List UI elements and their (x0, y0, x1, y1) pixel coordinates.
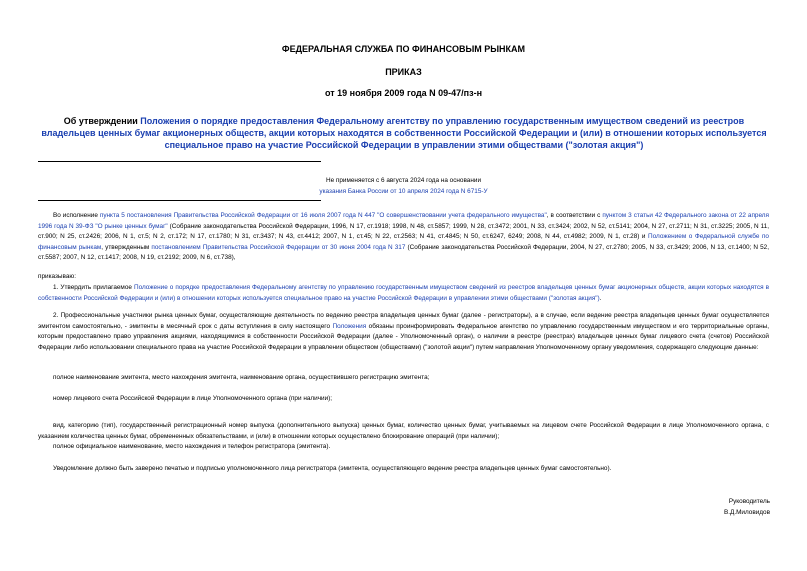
clause-1-text-a: 1. Утвердить прилагаемое (53, 284, 134, 291)
preamble-text-e: (Собрание законодательства Российской Федерации, 2004, N 27, ст.2780; 2005, N 33, ст.3429; 2006, N 13, ст.1400; N 52, ст.5587; 2007, N 12, ст.1417; 2008, N 19, ст.2192; 2009, N 6, ст.738), (38, 243, 770, 261)
signature-block (724, 497, 770, 518)
note-text: Не применяется с 6 августа 2024 года на основании (325, 177, 482, 184)
divider-bottom (38, 200, 321, 201)
list-item-registrar (38, 442, 769, 453)
notification-requirement (38, 464, 769, 475)
preamble-text-c: (Собрание законодательства Российской Федерации, 1996, N 17, ст.1918; 1998, N 48, ст.5857; 1999, N 28, ст.3472; 2001, N 33, ст.3424; 2002, N 52, ст.5141; 2004, N 27, ст.2711; N 31, ст.3225; 2005, N 11, ст.900; N 25, ст.2426; 2006, N 1, ст.5; N 2, ст.172; N 17, ст.1780; N 31, ст.3437; N 43, ст.4412; 2007, N 1, ст.45; N 22, ст.2563; N 41, ст.4845; N 50, ст.6247, 6249; 2008, N 44, ст.4982; 2009, N 1, ст.28) и (38, 222, 770, 240)
preamble-paragraph (38, 211, 769, 264)
notification-requirement-text: Уведомление должно быть заверено печатью и подписью уполномоченного лица регистратора (эмитента, осуществляющего ведение реестра владельцев ценных бумаг самостоятельно). (53, 465, 612, 472)
clause-2-text-b: обязаны проинформировать Федеральное агентство по управлению государственным имуществом и его территориальные органы, которым предоставлено право управления акциями, находящимися в собственности Российской Федерации (далее - Уполномоченный орган), о наличии в реестре (реестрах) владельцев ценных бумаг лицевого счета (счетов) Российской Федерации либо использовании специального права на участие Российской Федерации в управлении обществом (обществами) ("золотой акции") путем направления Уполномоченному органу уведомления, содержащего следующие данные: (38, 322, 769, 351)
clause-1-text-b: . (599, 294, 602, 302)
preamble-text-d: , утвержденным (101, 243, 152, 251)
document-title (36, 115, 772, 151)
divider-top (38, 161, 321, 162)
title-regulation-link[interactable]: Положения о порядке предоставления Федеральному агентству по управлению государственным имуществом сведений из реестров владельцев ценных бумаг акционерных обществ, акции которых находятся в собственности Российской Федерации и (или) в отношении которых используется специальное право на участие Российской Федерации в управлении этими обществами ("золотая акция") (41, 116, 767, 150)
list-item-account-number-text: номер лицевого счета Российской Федерации в лице Уполномоченного органа (при наличии); (53, 395, 333, 402)
preamble-link-resolution-317[interactable]: постановлением Правительства Российской Федерации от 30 июня 2004 года N 317 (151, 243, 406, 251)
preamble-link-resolution-447[interactable]: пункта 5 постановления Правительства Российской Федерации от 16 июля 2007 года N 447 "О совершенствовании учета федерального имущества" (99, 212, 547, 219)
list-item-account-number (38, 394, 769, 405)
clause-2-regulation-link[interactable]: Положения (332, 322, 367, 330)
clause-2 (38, 311, 769, 353)
preamble-text-b: , в соответствии с (546, 212, 603, 219)
list-item-issuer-name-text: полное наименование эмитента, место нахождения эмитента, наименование органа, осуществившего регистрацию эмитента; (53, 374, 430, 381)
clause-2-text-a: 2. Профессиональные участники рынка ценных бумаг, осуществляющие деятельность по ведению реестра владельцев ценных бумаг (далее - регистраторы), а в случае, если ведение реестра владельцев ценных бумаг осуществляется эмитентом самостоятельно, - эмитенты в месячный срок с даты вступления в силу настоящего (38, 312, 769, 330)
list-item-issuer-name (38, 373, 769, 384)
preamble-text-a: Во исполнение (53, 212, 100, 219)
preamble-link-law-39fz[interactable]: пунктом 3 статьи 42 Федерального закона от 22 апреля 1996 года N 39-ФЗ "О рынке ценных бумаг" (38, 212, 769, 230)
document-type: ПРИКАЗ (385, 67, 422, 77)
issuing-organization: ФЕДЕРАЛЬНАЯ СЛУЖБА ПО ФИНАНСОВЫМ РЫНКАМ (281, 44, 526, 54)
applicability-note (0, 175, 807, 197)
document-date-number: от 19 ноября 2009 года N 09-47/пз-н (324, 88, 483, 98)
clause-1-regulation-link[interactable]: Положение о порядке предоставления Федеральному агентству по управлению государственным имуществом сведений из реестров владельцев ценных бумаг акционерных обществ, акции которых находятся в собственности Российской Федерации и (или) в отношении которых используется специальное право на участие Российской Федерации в управлении этими обществами ("золотая акция") (38, 284, 769, 302)
signature-role: Руководитель (728, 498, 770, 505)
clause-1 (38, 283, 769, 304)
signature-name: В.Д.Миловидов (723, 508, 770, 516)
preamble-link-fsfr-regulation[interactable]: Положением о Федеральной службе по финансовым рынкам (38, 233, 769, 251)
title-prefix: Об утверждении (63, 116, 141, 126)
list-item-registrar-text: полное официальное наименование, место нахождения и телефон регистратора (эмитента). (53, 443, 331, 450)
note-bank-of-russia-link[interactable]: указания Банка России от 10 апреля 2024 года N 6715-У (319, 188, 488, 195)
order-word: приказываю: (38, 273, 76, 280)
list-item-securities (38, 421, 769, 442)
list-item-securities-text: вид, категорию (тип), государственный регистрационный номер выпуска (дополнительного выпуска) ценных бумаг, количество ценных бумаг, учитываемых на лицевом счете Российской Федерации в лице Уполномоченного органа, с указанием количества ценных бумаг, обремененных обязательствами, и (или) в отношении которых осуществлено блокирование операций (при наличии); (38, 422, 769, 440)
